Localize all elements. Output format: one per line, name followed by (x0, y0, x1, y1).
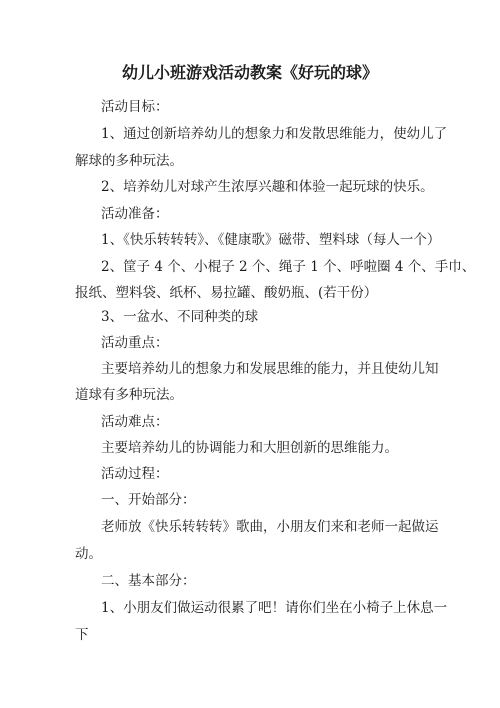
paragraph-line: 报纸、塑料袋、纸杯、易拉罐、酸奶瓶、(若干份） (75, 285, 378, 301)
section-heading-process: 活动过程： (101, 466, 169, 482)
paragraph-line: 下 (75, 627, 89, 643)
paragraph-line: 1、通过创新培养幼儿的想象力和发散思维能力，使幼儿了 (101, 126, 448, 142)
subsection-heading: 二、基本部分： (101, 573, 196, 589)
paragraph-line: 2、筐子 4 个、小棍子 2 个、绳子 1 个、呼啦圈 4 个、手巾、 (101, 259, 476, 275)
section-heading-focus: 活动重点： (101, 335, 169, 351)
paragraph-line: 1、小朋友们做运动很累了吧！请你们坐在小椅子上休息一 (101, 600, 448, 616)
paragraph-line: 3、一盆水、不同种类的球 (101, 309, 259, 325)
subsection-heading: 一、开始部分： (101, 492, 196, 508)
paragraph-line: 解球的多种玩法。 (75, 153, 183, 169)
paragraph-line: 2、培养幼儿对球产生浓厚兴趣和体验一起玩球的快乐。 (101, 179, 434, 195)
section-heading-difficulty: 活动难点： (101, 414, 169, 430)
section-heading-preparation: 活动准备： (101, 206, 169, 222)
paragraph-line: 动。 (75, 546, 102, 562)
paragraph-line: 主要培养幼儿的想象力和发展思维的能力，并且使幼儿知 (101, 361, 439, 377)
paragraph-line: 1、《快乐转转转》、《健康歌》磁带、塑料球（每人一个） (101, 232, 441, 248)
section-heading-goals: 活动目标： (101, 99, 169, 115)
paragraph-line: 老师放《快乐转转转》歌曲，小朋友们来和老师一起做运 (101, 519, 439, 535)
document-title: 幼儿小班游戏活动教案《好玩的球》 (121, 63, 378, 82)
paragraph-line: 主要培养幼儿的协调能力和大胆创新的思维能力。 (101, 440, 398, 456)
paragraph-line: 道球有多种玩法。 (75, 387, 183, 403)
